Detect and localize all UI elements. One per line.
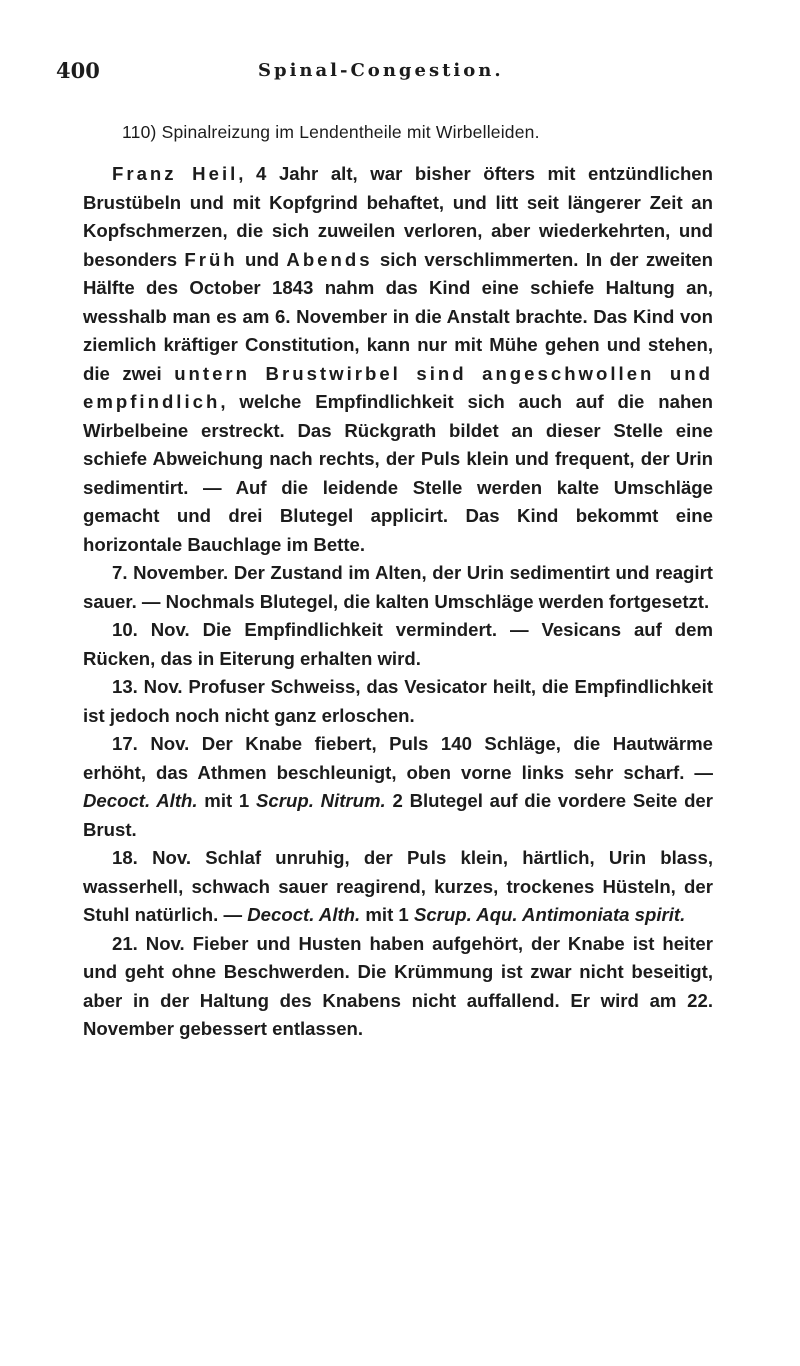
- entry-nov-21: 21. Nov. Fieber und Husten haben aufgehört, der Knabe ist heiter und geht ohne Beschwerden. Die Krümmung ist zwar nicht beseitigt, aber in der Haltung des Knabens nicht auffallend. Er wird am 22. November gebessert entlassen.: [83, 932, 713, 1039]
- prescription-text: Scrup. Nitrum.: [256, 790, 386, 811]
- prescription-text: Decoct. Alth.: [247, 904, 361, 925]
- entry-nov-18: 18. Nov. Schlaf unruhig, der Puls klein, härtlich, Urin blass, wasserhell, schwach sauer reagirend, kurzes, trockenes Hüsteln, der Stuhl natürlich. — Decoct. Alth. mit 1 Scrup. Aqu. Antimoniata spirit.: [83, 847, 713, 925]
- patient-name: Franz Heil: [112, 163, 239, 184]
- emphasis-text: Früh: [184, 248, 238, 270]
- case-report: [83, 160, 713, 1044]
- entry-nov-17: 17. Nov. Der Knabe fiebert, Puls 140 Schläge, die Hautwärme erhöht, das Athmen beschleunigt, oben vorne links sehr scharf. — Decoct. Alth. mit 1 Scrup. Nitrum. 2 Blutegel auf die vordere Seite der Brust.: [83, 733, 714, 840]
- intro-paragraph: Franz Heil, 4 Jahr alt, war bisher öfters mit entzündlichen Brustübeln und mit Kopfgrind behaftet, und litt seit längerer Zeit an Kopfschmerzen, die sich zuweilen verloren, aber wiederkehrten, und besonders Früh und Abends sich verschlimmerten. In der zweiten Hälfte des October 1843 nahm das Kind eine schiefe Haltung an, wesshalb man es am 6. November in die Anstalt brachte. Das Kind von ziemlich kräftiger Constitution, kann nur mit Mühe gehen und stehen, die zwei untern Brustwirbel sind angeschwollen und empfindlich, welche Empfindlichkeit sich auch auf die nahen Wirbelbeine erstreckt. Das Rückgrath bildet an dieser Stelle eine schiefe Abweichung nach rechts, der Puls klein und frequent, der Urin sedimentirt. — Auf die leidende Stelle werden kalte Umschläge gemacht und drei Blutegel applicirt. Das Kind bekommt eine horizontale Bauchlage im Bette.: [83, 163, 713, 555]
- entry-nov-7: 7. November. Der Zustand im Alten, der Urin sedimentirt und reagirt sauer. — Nochmals Blutegel, die kalten Umschläge werden fortgesetzt.: [83, 562, 713, 612]
- emphasis-text: untern Brustwirbel sind angeschwollen und empfindlich: [83, 362, 713, 412]
- entry-nov-10: 10. Nov. Die Empfindlichkeit vermindert. — Vesicans auf dem Rücken, das in Eiterung erhalten wird.: [83, 619, 713, 669]
- entry-nov-13: 13. Nov. Profuser Schweiss, das Vesicator heilt, die Empfindlichkeit ist jedoch noch nicht ganz erloschen.: [83, 676, 713, 726]
- case-title: 110) Spinalreizung im Lendentheile mit Wirbelleiden.: [122, 122, 540, 142]
- page-header: [56, 58, 756, 88]
- running-title: Spinal-Congestion.: [258, 60, 504, 81]
- emphasis-text: Abends: [286, 248, 373, 270]
- prescription-text: Decoct. Alth.: [83, 790, 198, 811]
- prescription-text: Scrup. Aqu. Antimoniata spirit.: [413, 904, 686, 925]
- page-number: 400: [56, 58, 100, 83]
